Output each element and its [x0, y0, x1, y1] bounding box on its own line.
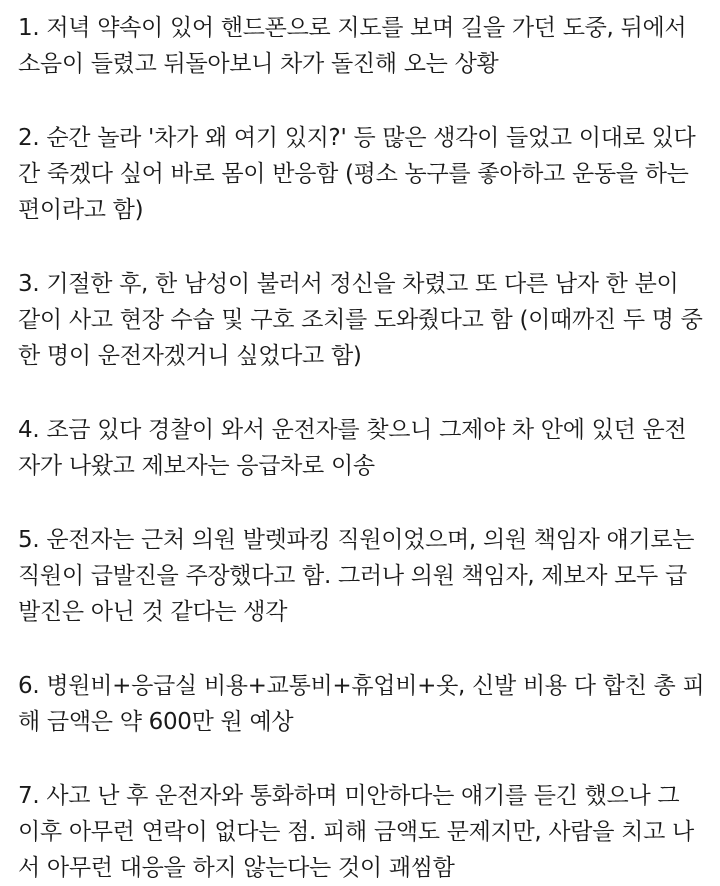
- list-item-2: [18, 120, 702, 228]
- list-item-5: [18, 522, 702, 630]
- text-line: 3. 기절한 후, 한 남성이 불러서 정신을 차렸고 또 다른 남자 한 분이: [18, 271, 679, 297]
- text-line: 7. 사고 난 후 운전자와 통화하며 미안하다는 얘기를 듣긴 했으나 그: [18, 783, 680, 809]
- list-item-6: [18, 668, 705, 740]
- text-line: 발진은 아닌 것 같다는 생각: [18, 599, 288, 625]
- text-line: 5. 운전자는 근처 의원 발렛파킹 직원이었으며, 의원 책임자 얘기로는: [18, 527, 695, 553]
- list-item-7: [18, 778, 702, 886]
- text-line: 4. 조금 있다 경찰이 와서 운전자를 찾으니 그제야 차 안에 있던 운전: [18, 417, 687, 443]
- text-line: 소음이 들렸고 뒤돌아보니 차가 돌진해 오는 상황: [18, 51, 499, 77]
- text-line: 간 죽겠다 싶어 바로 몸이 반응함 (평소 농구를 좋아하고 운동을 하는: [18, 161, 689, 187]
- list-item-4: [18, 412, 702, 484]
- text-line: 직원이 급발진을 주장했다고 함. 그러나 의원 책임자, 제보자 모두 급: [18, 563, 687, 589]
- text-line: 편이라고 함): [18, 197, 144, 223]
- text-line: 같이 사고 현장 수습 및 구호 조치를 도와줬다고 함 (이때까진 두 명 중: [18, 307, 703, 333]
- text-line: 1. 저녁 약속이 있어 핸드폰으로 지도를 보며 길을 가던 도중, 뒤에서: [18, 15, 687, 41]
- list-item-3: [18, 266, 702, 374]
- text-line: 서 아무런 대응을 하지 않는다는 것이 괘씸함: [18, 855, 455, 881]
- list-item-1: [18, 10, 702, 82]
- text-line: 자가 나왔고 제보자는 응급차로 이송: [18, 453, 375, 479]
- text-line: 2. 순간 놀라 '차가 왜 여기 있지?' 등 많은 생각이 들었고 이대로 있다: [18, 125, 696, 151]
- text-line: 6. 병원비+응급실 비용+교통비+휴업비+옷, 신발 비용 다 합친 총 피: [18, 673, 705, 699]
- text-line: 이후 아무런 연락이 없다는 점. 피해 금액도 문제지만, 사람을 치고 나: [18, 819, 694, 845]
- text-line: 해 금액은 약 600만 원 예상: [18, 709, 294, 735]
- text-line: 한 명이 운전자겠거니 싶었다고 함): [18, 343, 362, 369]
